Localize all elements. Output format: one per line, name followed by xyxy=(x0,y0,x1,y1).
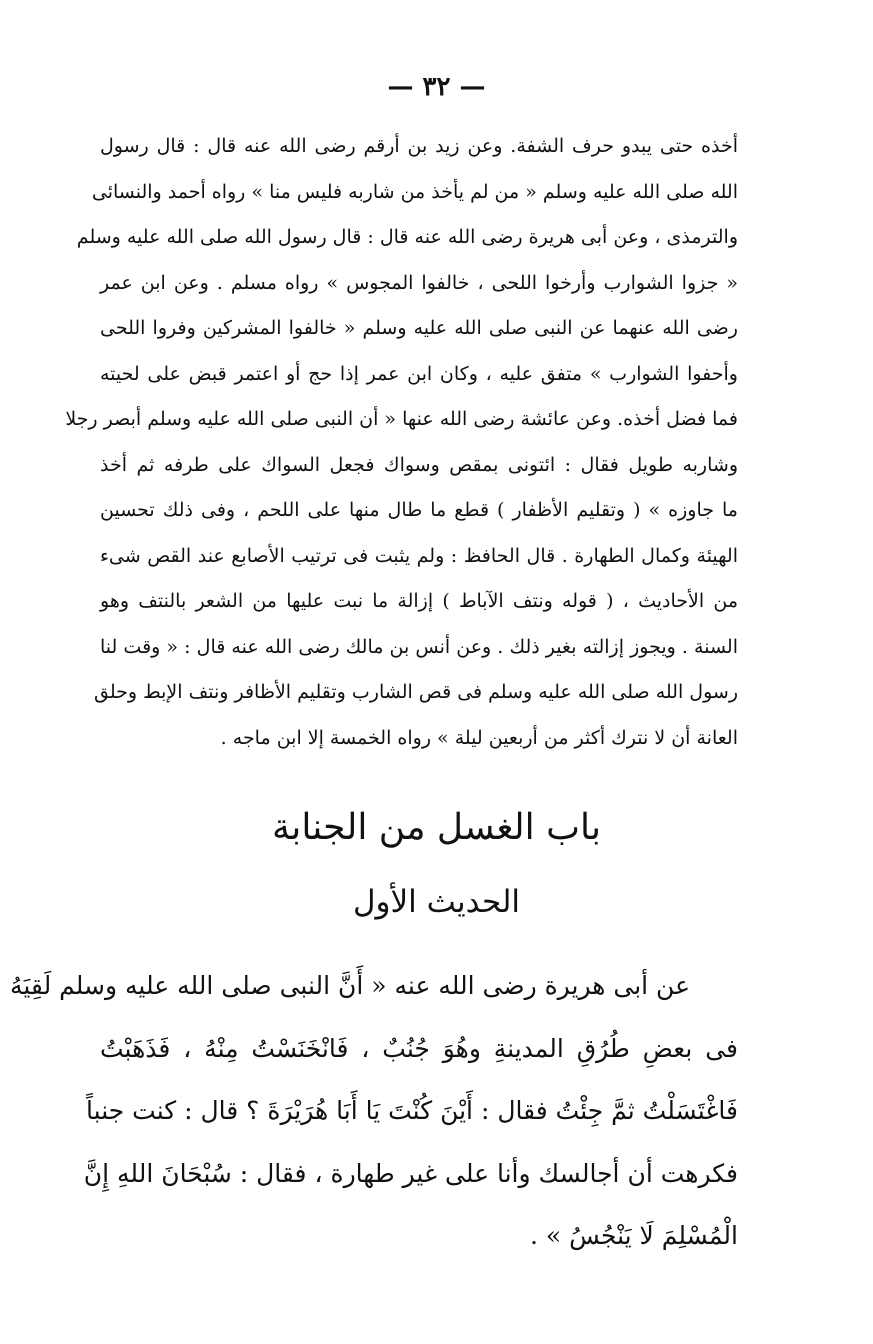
text-line: والترمذى ، وعن أبى هريرة رضى الله عنه قال : قال رسول الله صلى الله عليه وسلم xyxy=(76,226,738,248)
hadith-line: الْمُسْلِمَ لَا يَنْجُسُ » . xyxy=(529,1221,738,1250)
text-line: من الأحاديث ، ( قوله ونتف الآباط ) إزالة ما نبت عليها من الشعر بالنتف وهو xyxy=(100,590,738,612)
text-line: أخذه حتى يبدو حرف الشفة. وعن زيد بن أرقم رضى الله عنه قال : قال رسول xyxy=(100,135,738,157)
text-line: فما فضل أخذه. وعن عائشة رضى الله عنها « أن النبى صلى الله عليه وسلم أبصر رجلا xyxy=(65,408,738,430)
hadith-line: فكرهت أن أجالسك وأنا على غير طهارة ، فقال : سُبْحَانَ اللهِ إِنَّ xyxy=(83,1158,738,1188)
hadith-line: عن أبى هريرة رضى الله عنه « أَنَّ النبى صلى الله عليه وسلم لَقِيَهُ xyxy=(9,971,690,1000)
text-line: « جزوا الشوارب وأرخوا اللحى ، خالفوا المجوس » رواه مسلم . وعن ابن عمر xyxy=(100,271,738,294)
chapter-title: باب الغسل من الجنابة xyxy=(272,807,601,848)
text-line: السنة . ويجوز إزالته بغير ذلك . وعن أنس بن مالك رضى الله عنه قال : « وقت لنا xyxy=(100,635,738,658)
text-line: الهيئة وكمال الطهارة . قال الحافظ : ولم يثبت فى ترتيب الأصابع عند القص شىء xyxy=(100,544,738,567)
hadith-paragraph xyxy=(9,955,738,1268)
hadith-line: فَاغْتَسَلْتُ ثمَّ جِئْتُ فقال : أَيْنَ كُنْتَ يَا أَبَا هُرَيْرَةَ ؟ قال : كنت جنباً xyxy=(86,1096,738,1125)
text-line: الله صلى الله عليه وسلم « من لم يأخذ من شاربه فليس منا » رواه أحمد والنسائى xyxy=(91,180,738,203)
hadith-heading: الحديث الأول xyxy=(352,884,521,920)
text-line: وشاربه طويل فقال : ائتونى بمقص وسواك فجعل السواك على طرفه ثم أخذ xyxy=(100,453,738,476)
text-line: رضى الله عنهما عن النبى صلى الله عليه وسلم « خالفوا المشركين وفروا اللحى xyxy=(100,317,738,339)
hadith-line: فى بعضِ طُرُقِ المدينةِ وهُوَ جُنُبٌ ، فَانْخَنَسْتُ مِنْهُ ، فَذَهَبْتُ xyxy=(100,1033,738,1063)
commentary-paragraph xyxy=(65,124,738,761)
text-line: وأحفوا الشوارب » متفق عليه ، وكان ابن عمر إذا حج أو اعتمر قبض على لحيته xyxy=(100,362,738,385)
text-line: ما جاوزه » ( وتقليم الأظفار ) قطع ما طال منها على اللحم ، وفى ذلك تحسين xyxy=(100,499,738,521)
text-line: العانة أن لا نترك أكثر من أربعين ليلة » رواه الخمسة إلا ابن ماجه . xyxy=(220,726,738,749)
page-number: — ٣٢ — xyxy=(387,72,486,102)
text-line: رسول الله صلى الله عليه وسلم فى قص الشارب وتقليم الأظافر ونتف الإبط وحلق xyxy=(94,681,738,703)
